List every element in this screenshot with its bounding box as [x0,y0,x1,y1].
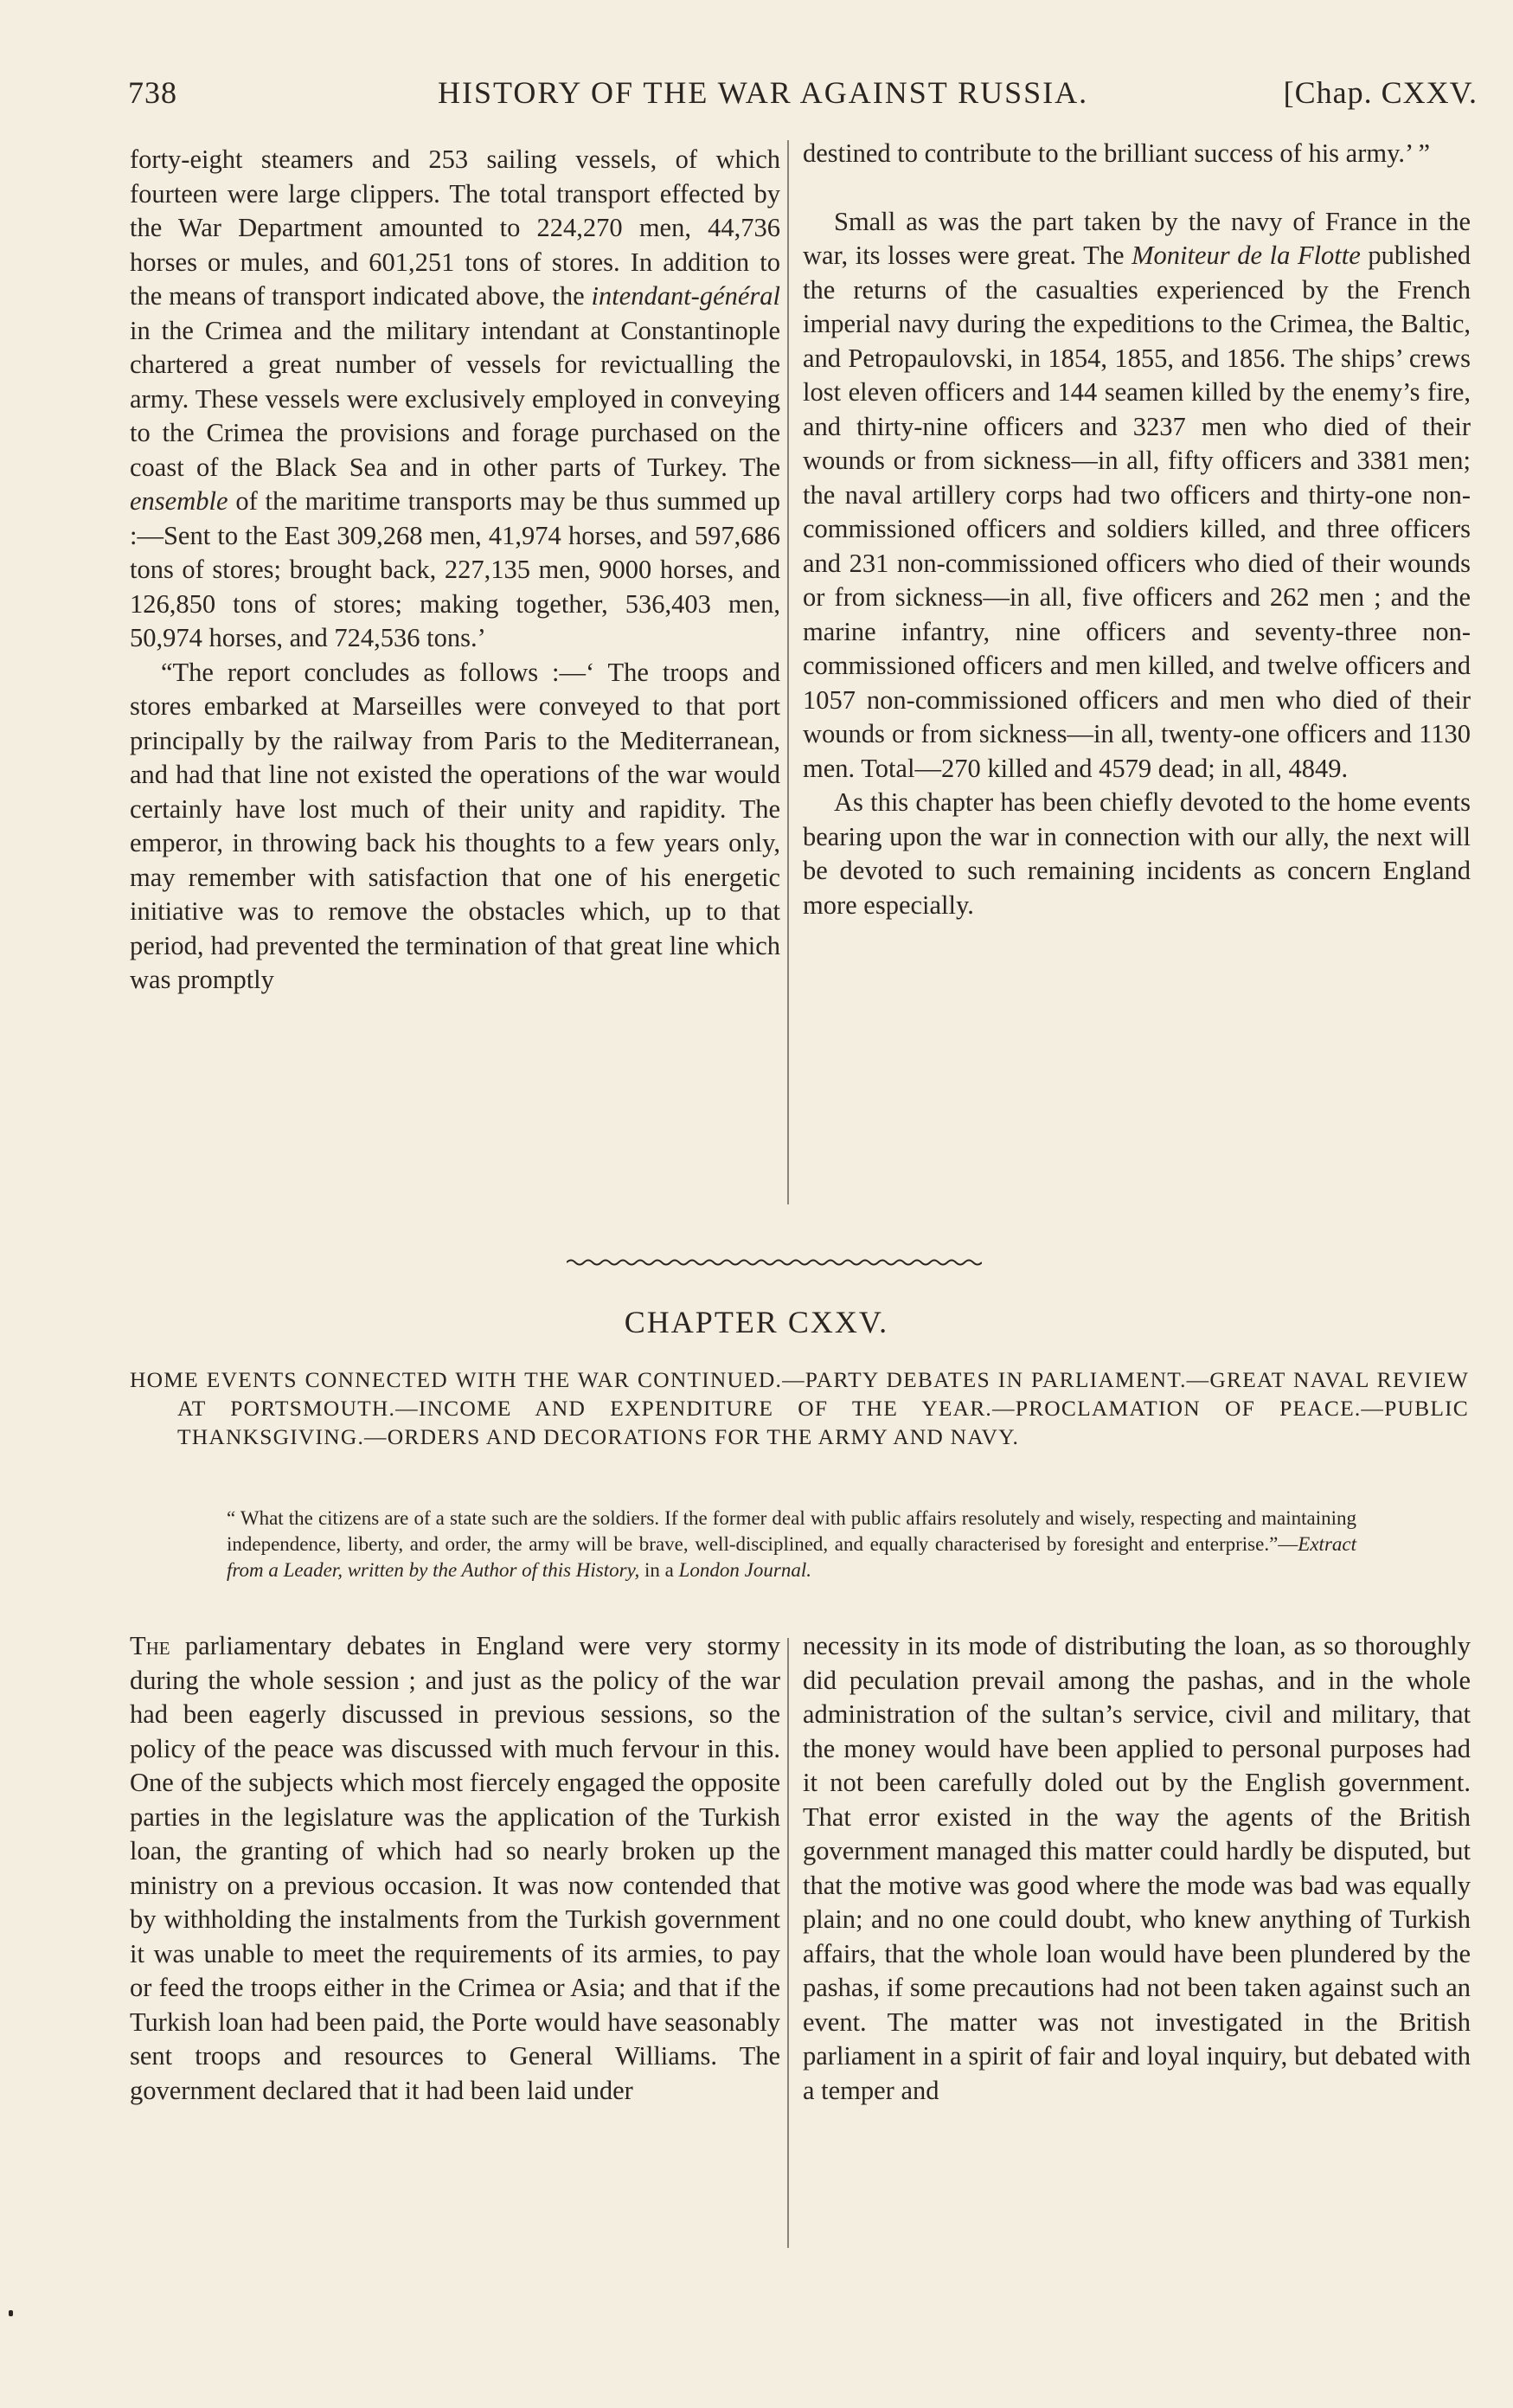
paragraph: The parliamentary debates in England were very stormy during the whole session ; and just as the policy of the war had been eagerly discussed in previous sessions, so the policy of the peace was discussed with much fervour in this. One of the subjects which most fiercely engaged the opposite parties in the legislature was the application of the Turkish loan, the granting of which had so nearly broken up the ministry on a previous occasion. It was now contended that by withholding the instalments from the Turkish government it was unable to meet the requirements of its armies, to pay or feed the troops either in the Crimea or Asia; and that if the Turkish loan had been paid, the Porte would have seasonably sent troops and resources to General Williams. The government declared that it had been laid under [130,1631,781,2105]
bottom-left-column [130,1629,780,2108]
bottom-right-column [803,1629,1471,2108]
page-number: 738 [128,75,177,110]
running-title: HISTORY OF THE WAR AGAINST RUSSIA. [438,75,1089,110]
drop-lead: The [130,1631,170,1660]
print-speck [9,2310,13,2316]
chapter-reference: [Chap. CXXV. [1283,75,1478,110]
paragraph: forty-eight steamers and 253 sailing vessels, of which fourteen were large clippers. The total transport effected by the War Department amounted to 224,270 men, 44,736 horses or mules, and 601,251 tons of stores. In addition to the means of transport indicated above, the intendant-général in the Crimea and the military intendant at Constantinople chartered a great number of vessels for revictualling the army. These vessels were exclusively employed in conveying to the Crimea the provisions and forage purchased on the coast of the Black Sea and in other parts of Turkey. The ensemble of the maritime transports may be thus summed up :—Sent to the East 309,268 men, 41,974 horses, and 597,686 tons of stores; brought back, 227,135 men, 9000 horses, and 126,850 tons of stores; making together, 536,403 men, 50,974 horses, and 724,536 tons.’ [130,144,781,652]
paragraph: destined to contribute to the brilliant success of his army.’ ” [803,138,1431,168]
chapter-title: CHAPTER CXXV. [624,1305,889,1339]
paragraph: Small as was the part taken by the navy of France in the war, its losses were great. The Moniteur de la Flotte published the returns of the casualties experienced by the French imperial navy during the expeditions to the Crimea, the Baltic, and Petropaulovski, in 1854, 1855, and 1856. The ships’ crews lost eleven officers and 144 seamen killed by the enemy’s fire, and thirty-nine officers and 3237 men who died of their wounds or from sickness—in all, fifty officers and 3381 men; the naval artillery corps had two officers and thirty-one non-commissioned officers and soldiers killed, and three officers and 231 non-commissioned officers who died of their wounds or from sickness—in all, five officers and 262 men ; and the marine infantry, nine officers and seventy-three non-commissioned officers and men killed, and twelve officers and 1057 non-commissioned officers and men who died of their wounds or from sickness—in all, twenty-one officers and 1130 men. Total—270 killed and 4579 dead; in all, 4849. [803,206,1471,783]
column-divider [787,1638,789,2248]
paragraph: “The report concludes as follows :—‘ The troops and stores embarked at Marseilles were conveyed to that port principally by the railway from Paris to the Mediterranean, and had that line not existed the operations of the war would certainly have lost much of their unity and rapidity. The emperor, in throwing back his thoughts to a few years only, may remember with satisfaction that one of his energetic initiative was to remove the obstacles which, up to that period, had prevented the termination of that great line which was promptly [130,657,780,994]
top-left-column [130,143,780,998]
paragraph: necessity in its mode of distributing the loan, as so thoroughly did peculation prevail among the pashas, and in the whole administration of the sultan’s service, civil and military, that the money would have been applied to personal purposes had it not been carefully doled out by the English government. That error existed in the way the agents of the British government managed this matter could hardly be disputed, but that the motive was good where the mode was bad was equally plain; and no one could doubt, who knew anything of Turkish affairs, that the whole loan would have been plundered by the pashas, if some precautions had not been taken against such an event. The matter was not investigated in the British parliament in a spirit of fair and loyal inquiry, but debated with a temper and [803,1631,1471,2105]
running-header [128,67,1478,119]
column-divider [787,140,789,1204]
chapter-summary: HOME EVENTS CONNECTED WITH THE WAR CONTINUED.—PARTY DEBATES IN PARLIAMENT.—GREAT NAVAL REVIEW AT PORTSMOUTH.—INCOME AND EXPENDITURE OF THE YEAR.—PROCLAMATION OF PEACE.—PUBLIC THANKSGIVING.—ORDERS AND DECORATIONS FOR THE ARMY AND NAVY. [130,1367,1469,1449]
paragraph: As this chapter has been chiefly devoted to the home events bearing upon the war in connection with our ally, the next will be devoted to such remaining incidents as concern England more especially. [803,787,1471,920]
epigraph: “ What the citizens are of a state such are the soldiers. If the former deal with public affairs resolutely and wisely, respecting and maintaining independence, liberty, and order, the army will be brave, well-disciplined, and equally characterised by foresight and enterprise.”—Extract from a Leader, written by the Author of this History, in a London Journal. [227,1507,1356,1581]
ornamental-rule [567,1256,982,1268]
top-right-column [803,137,1471,922]
